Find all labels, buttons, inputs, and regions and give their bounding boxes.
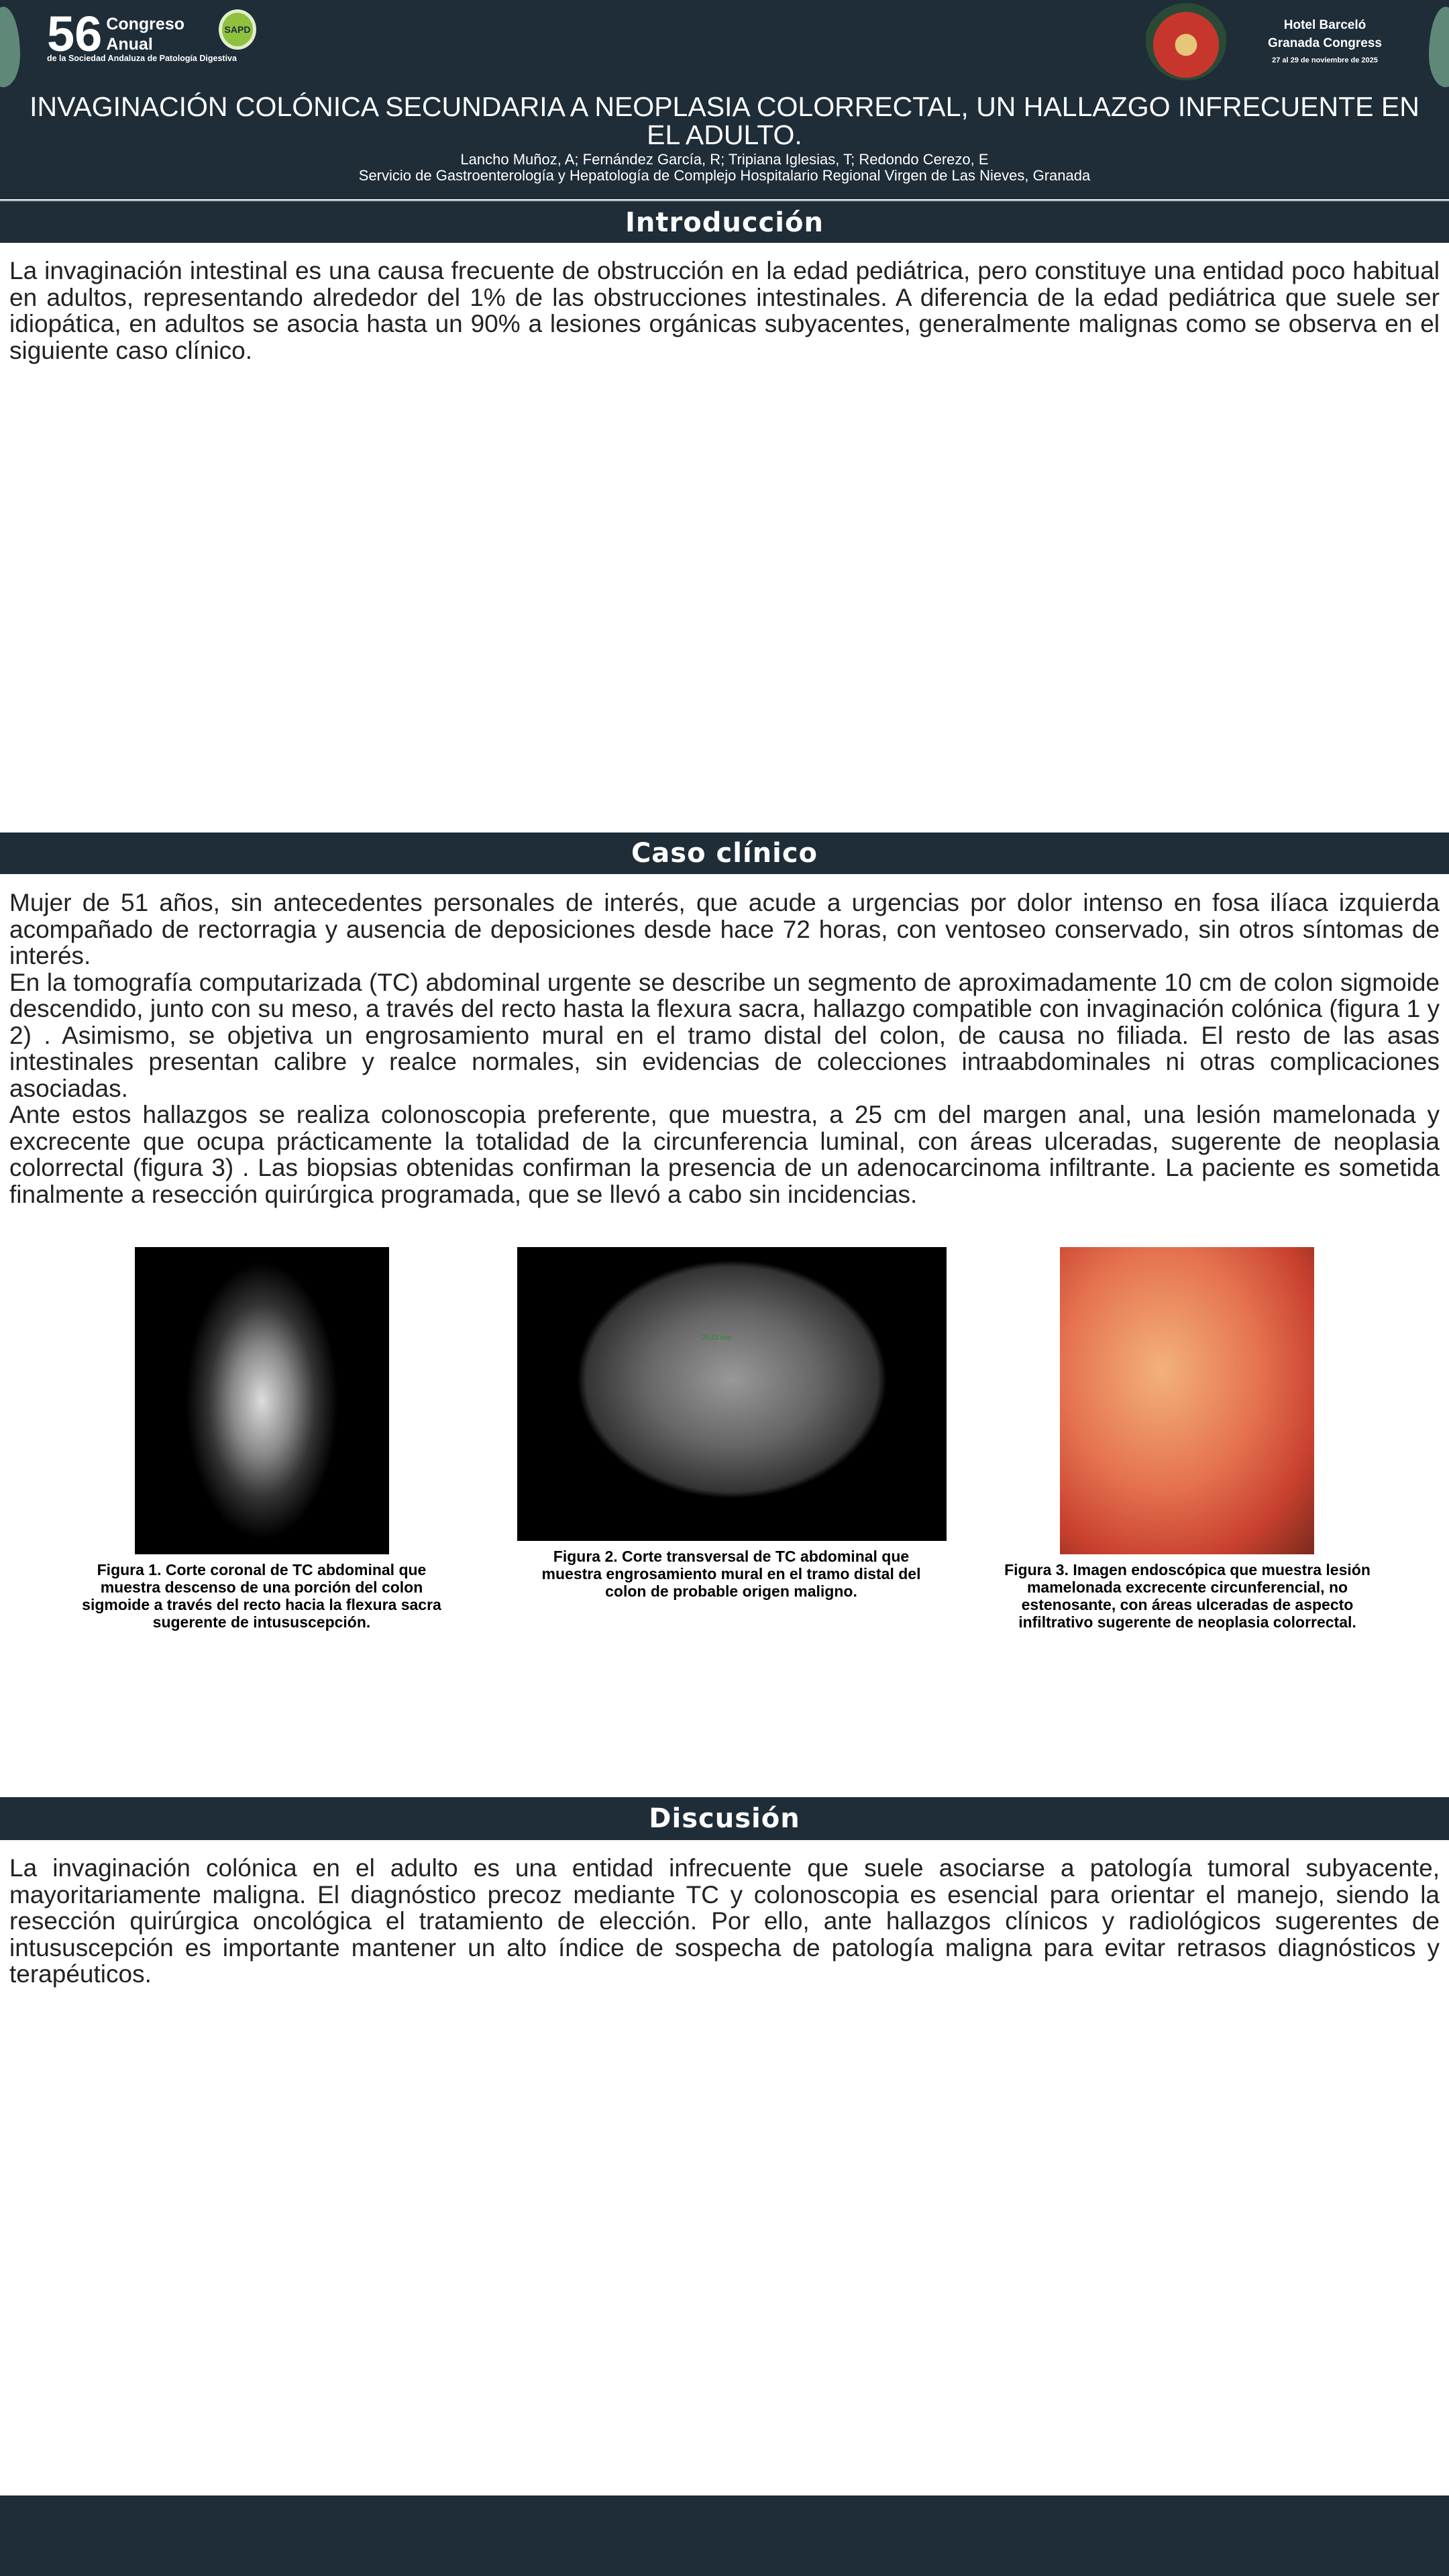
poster-footer [0, 2496, 1449, 2576]
congress-number: 56 [47, 6, 103, 62]
figure-2-ct-axial-image [517, 1247, 947, 1541]
leaf-decoration-icon [0, 7, 20, 87]
authors: Lancho Muñoz, A; Fernández García, R; Tripiana Iglesias, T; Redondo Cerezo, E [460, 151, 989, 168]
venue-name: Hotel Barceló [1283, 18, 1366, 32]
measurement-label: 25.41 mm [702, 1334, 732, 1342]
granada-crest-icon [1146, 1, 1226, 80]
figure-3-caption: Figura 3. Imagen endoscópica que muestra lesión mamelonada excrecente circunferencial, no estenosante, con áreas ulceradas de aspecto infiltrativo sugerente de neoplasia colorrectal. [1004, 1561, 1371, 1631]
congress-label: Anual [106, 35, 153, 54]
case-text [9, 890, 1440, 1208]
intro-heading: Introducción [0, 201, 1449, 243]
sapd-logo-icon: SAPD [219, 9, 256, 50]
poster-header [0, 0, 1449, 199]
figure-1-ct-coronal-image [135, 1247, 389, 1554]
venue-info [1248, 16, 1402, 64]
figure-1-caption: Figura 1. Corte coronal de TC abdominal que muestra descenso de una porción del colon sigmoide a través del recto hacia la flexura sacra sugerente de intususcepción. [82, 1561, 441, 1631]
figure-3-endoscopy-image [1060, 1247, 1314, 1554]
affiliation: Servicio de Gastroenterología y Hepatología de Complejo Hospitalario Regional Virgen de Las Nieves, Granada [358, 167, 1091, 184]
case-paragraph: Ante estos hallazgos se realiza colonoscopia preferente, que muestra, a 25 cm del margen anal, una lesión mamelonada y excrecente que ocupa prácticamente la totalidad de la circunferencia luminal, con áreas ulceradas, sugerente de neoplasia colorrectal (figura 3) . Las biopsias obtenidas confirman la presencia de un adenocarcinoma infiltrante. La paciente es sometida finalmente a resección quirúrgica programada, que se llevó a cabo sin incidencias. [9, 1101, 1440, 1208]
figure-2-caption: Figura 2. Corte transversal de TC abdominal que muestra engrosamiento mural en el tramo distal del colon de probable origen maligno. [541, 1548, 921, 1600]
case-paragraph: Mujer de 51 años, sin antecedentes personales de interés, que acude a urgencias por dolor intenso en fosa ilíaca izquierda acompañado de rectorragia y ausencia de deposiciones desde hace 72 horas, con ventoseo conservado, sin otros síntomas de interés. [9, 889, 1440, 969]
intro-text: La invaginación intestinal es una causa frecuente de obstrucción en la edad pediátrica, pero constituye una entidad poco habitual en adultos, representando alrededor del 1% de las obstrucciones intestinales. A diferencia de la edad pediátrica que suele ser idiopática, en adultos se asocia hasta un 90% a lesiones orgánicas subyacentes, generalmente malignas como se observa en el siguiente caso clínico. [9, 257, 1440, 364]
discussion-heading: Discusión [0, 1797, 1449, 1840]
case-heading: Caso clínico [0, 833, 1449, 874]
event-dates: 27 al 29 de noviembre de 2025 [1272, 56, 1378, 64]
congress-label: Congreso [106, 15, 184, 34]
society-name: de la Sociedad Andaluza de Patología Digestiva [47, 54, 237, 63]
discussion-text: La invaginación colónica en el adulto es una entidad infrecuente que suele asociarse a patología tumoral subyacente, mayoritariamente maligna. El diagnóstico precoz mediante TC y colonoscopia es esencial para orientar el manejo, siendo la resección quirúrgica oncológica el tratamiento de elección. Por ello, ante hallazgos clínicos y radiológicos sugerentes de intususcepción es importante mantener un alto índice de sospecha de patología maligna para evitar retrasos diagnósticos y terapéuticos. [9, 1854, 1440, 1988]
case-paragraph: En la tomografía computarizada (TC) abdominal urgente se describe un segmento de aproximadamente 10 cm de colon sigmoide descendido, junto con su meso, a través del recto hasta la flexura sacra, hallazgo compatible con invaginación colónica (figura 1 y 2) . Asimismo, se objetiva un engrosamiento mural en el tramo distal del colon, de causa no filiada. El resto de las asas intestinales presentan calibre y realce normales, sin evidencias de colecciones intraabdominales ni otras complicaciones asociadas. [9, 968, 1440, 1102]
poster-title: INVAGINACIÓN COLÓNICA SECUNDARIA A NEOPLASIA COLORRECTAL, UN HALLAZGO INFRECUENTE EN EL ADULTO. [30, 91, 1419, 150]
leaf-decoration-icon [1429, 7, 1449, 87]
venue-name: Granada Congress [1268, 36, 1382, 50]
